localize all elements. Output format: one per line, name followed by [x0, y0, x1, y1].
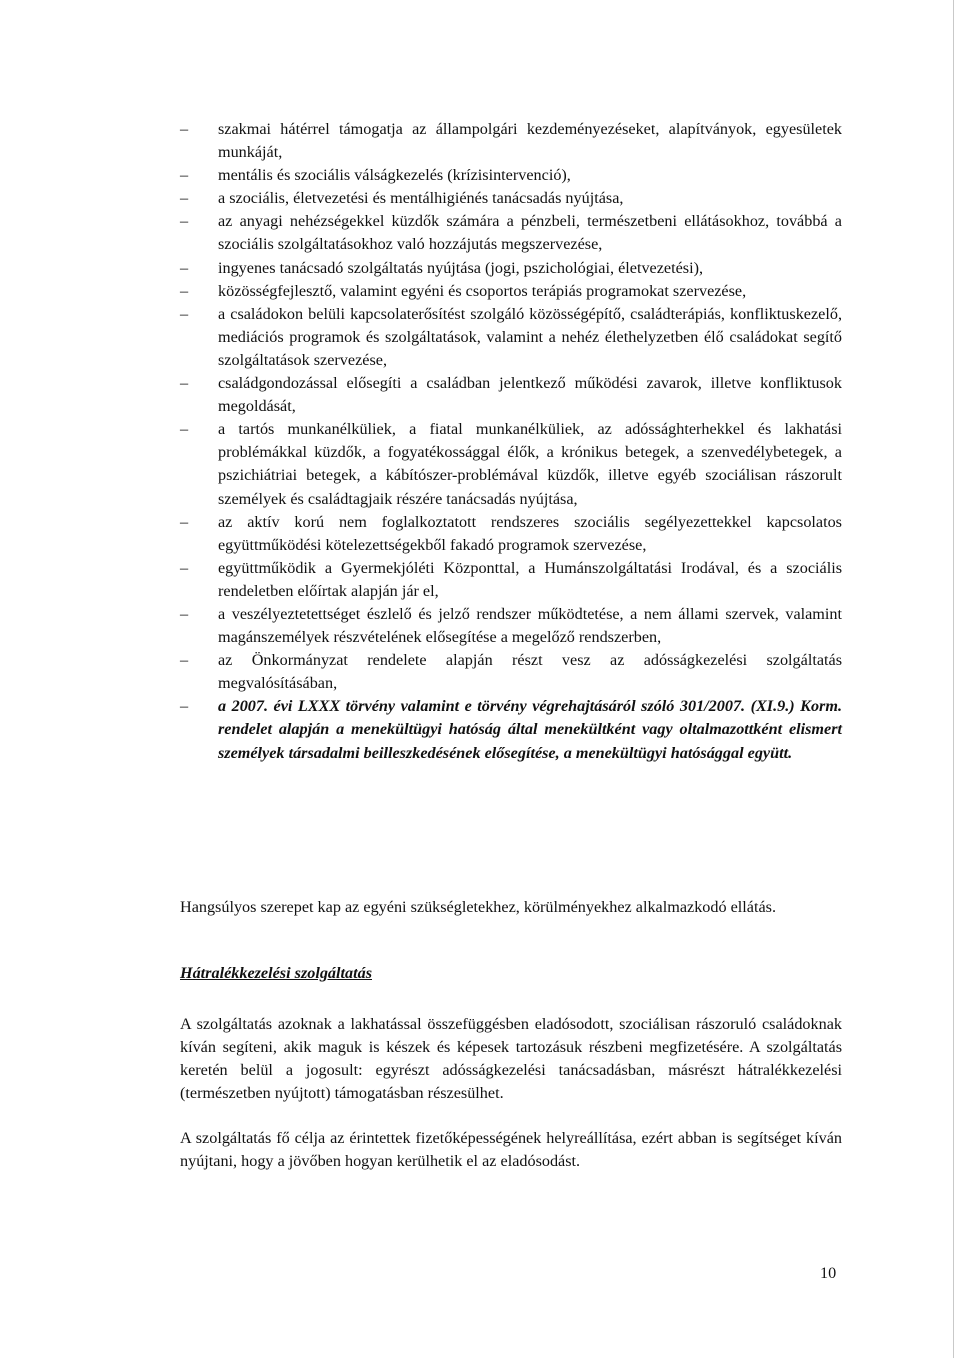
list-item-text: mentális és szociális válságkezelés (krízisintervenció),: [218, 166, 571, 185]
list-item-refugee-integration: [180, 695, 842, 764]
service-bullet-list: [180, 118, 842, 765]
list-item: [180, 603, 842, 649]
list-item-text: a veszélyeztetettséget észlelő és jelző rendszer működtetése, a nem állami szervek, valamint magánszemélyek részvételének elősegítése a megelőző rendszerben,: [218, 604, 842, 647]
list-item: [180, 418, 842, 510]
dash-marker: –: [180, 512, 189, 531]
list-item-text: közösségfejlesztő, valamint egyéni és csoportos terápiás programokat szervezése,: [218, 281, 747, 300]
dash-marker: –: [180, 374, 189, 393]
dash-marker: –: [180, 651, 189, 670]
page-number: 10: [820, 1264, 837, 1282]
list-item-text: az aktív korú nem foglalkoztatott rendszeres szociális segélyezettekkel kapcsolatos együttműködési kötelezettségekből fakadó programok szervezése,: [218, 512, 842, 554]
list-item: [180, 164, 842, 187]
intro-paragraph: A szolgáltatás azoknak a lakhatással összefüggésben eladósodott, szociálisan rászoruló családoknak kíván segíteni, akik maguk is készek és képesek tartozásuk részbeni megfizetésére. A szolgáltatás keretén belül a jogosult: egyrészt adósságkezelési tanácsadásban, másrészt hátralékkezelési (természetben nyújtott) támogatásban részesülhet.: [180, 1015, 842, 1103]
dash-marker: –: [180, 189, 189, 208]
list-item: [180, 187, 842, 210]
list-item-text: együttműködik a Gyermekjóléti Központtal, a Humánszolgáltatási Irodával, és a szociális rendeletben előírtak alapján jár el,: [218, 558, 842, 600]
list-item: [180, 257, 842, 280]
list-item-text: a tartós munkanélküliek, a fiatal munkanélküliek, az adóssághterhekkel és lakhatási problémákkal küzdők, a fogyatékossággal élők, a krónikus betegek, a szenvedélybetegek, a pszichiátriai betegek, a kábítószer-problémával küzdők, illetve egyéb szociálisan rászorult személyek és családtagjaik részére tanácsadás nyújtása,: [218, 420, 842, 508]
dash-marker: –: [180, 166, 189, 185]
list-item-text: a 2007. évi LXXX törvény valamint e törvény végrehajtásáról szóló 301/2007. (XI.9.) Korm. rendelet alapján a menekültügyi hatóság által menekültként vagy oltalmazottként elismert személyek társadalmi beilleszkedésének elősegítése, a menekültügyi hatósággal együtt.: [218, 697, 842, 762]
dash-marker: –: [180, 281, 189, 300]
dash-marker: –: [180, 420, 189, 439]
list-item-text: családgondozással elősegíti a családban jelentkező működési zavarok, illetve konfliktusok megoldását,: [218, 374, 842, 416]
list-item: [180, 649, 842, 695]
list-item: [180, 303, 842, 372]
dash-marker: –: [180, 604, 189, 623]
list-item-text: az anyagi nehézségekkel küzdők számára a pénzbeli, természetbeni ellátásokhoz, továbbá a szociális szolgáltatásokhoz való hozzájutás megszervezése,: [218, 212, 842, 254]
list-item-text: a családokon belüli kapcsolaterősítést szolgáló közösségépítő, családterápiás, konfliktuskezelő, mediációs programok és szolgáltatások, valamint a nehéz élethelyzetben élő családokat segítő szolgáltatások szervezése,: [218, 304, 842, 369]
list-item: [180, 210, 842, 256]
scan-edge-line: [953, 0, 954, 1358]
list-item-text: az Önkormányzat rendelete alapján részt vesz az adósságkezelési szolgáltatás megvalósításában,: [218, 651, 842, 693]
list-item: [180, 511, 842, 557]
list-item: [180, 372, 842, 418]
dash-marker: –: [180, 304, 189, 323]
dash-marker: –: [180, 212, 189, 231]
dash-marker: –: [180, 120, 189, 138]
dash-marker: –: [180, 558, 189, 577]
dash-marker: –: [180, 697, 189, 716]
list-item: [180, 118, 842, 164]
dash-marker: –: [180, 258, 189, 277]
list-item: [180, 557, 842, 603]
list-item: [180, 280, 842, 303]
section-heading: Hátralékkezelési szolgáltatás: [180, 964, 372, 982]
list-item-text: a szociális, életvezetési és mentálhigiénés tanácsadás nyújtása,: [218, 189, 624, 208]
list-item-text: szakmai hátérrel támogatja az állampolgári kezdeményezéseket, alapítványok, egyesületek munkáját,: [218, 120, 842, 162]
list-item-text: ingyenes tanácsadó szolgáltatás nyújtása (jogi, pszichológiai, életvezetési),: [218, 258, 704, 277]
goal-paragraph: A szolgáltatás fő célja az érintettek fizetőképességének helyreállítása, ezért abban is segítséget kíván nyújtani, hogy a jövőben hogyan kerülhetik el az eladósodást.: [180, 1129, 842, 1171]
emphasis-paragraph: Hangsúlyos szerepet kap az egyéni szükségletekhez, körülményekhez alkalmazkodó ellátás.: [180, 898, 777, 916]
